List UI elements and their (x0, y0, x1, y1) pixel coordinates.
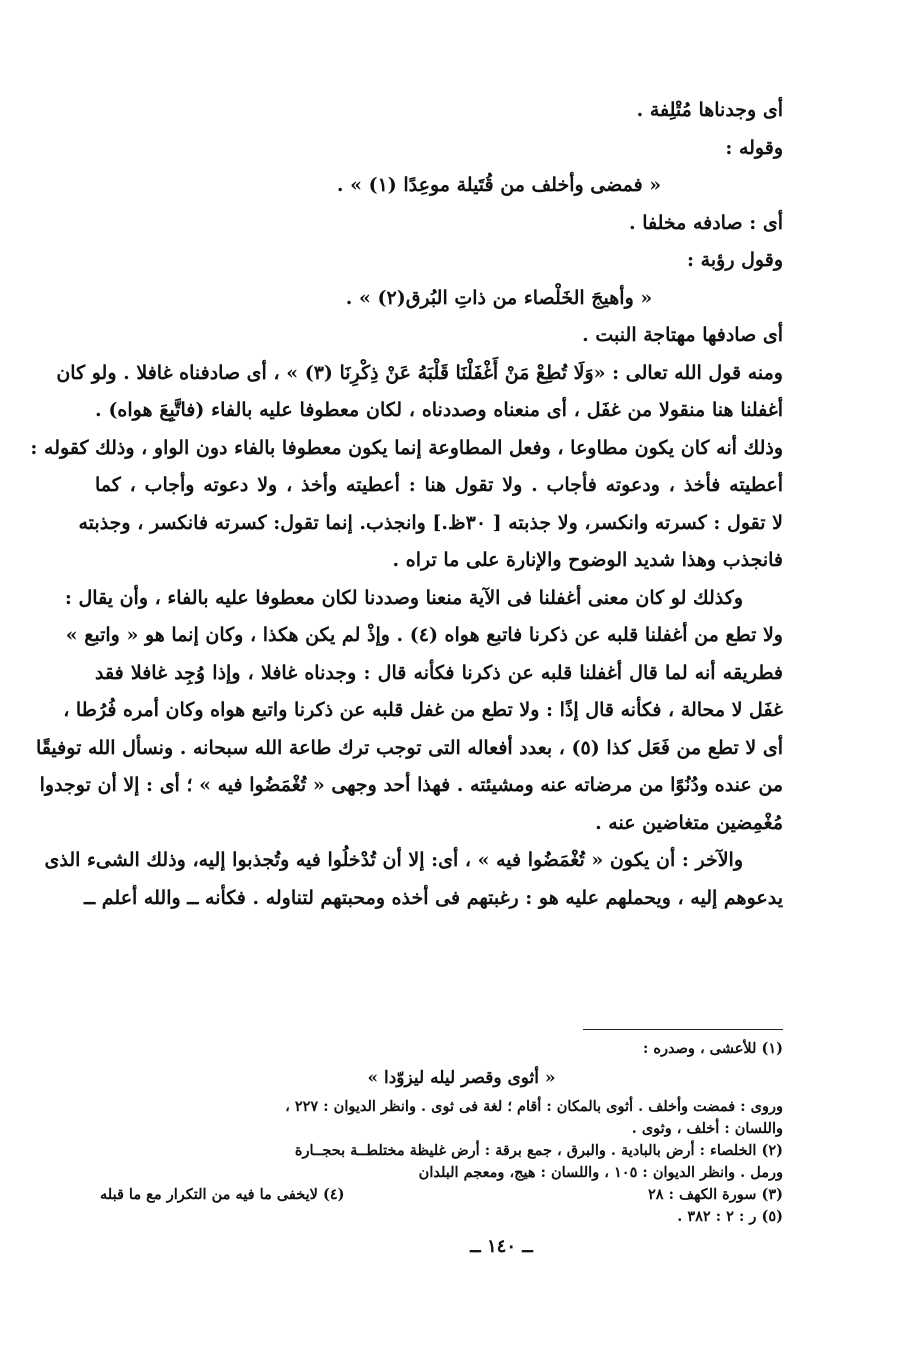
text-line: أغفلنا هنا منقولا من غفَل ، أى منعناه وصددناه ، لكان معطوفا عليه بالفاء (فاتَّبِعَ هواه) . (95, 399, 783, 421)
footnote-row (100, 1184, 783, 1206)
footnote-divider (583, 1029, 783, 1030)
footnote-2: (٢) الخلصاء : أرض بالبادية . والبرق ، جمع برقة : أرض غليظة مختلطــة بحجــارة (294, 1142, 783, 1159)
main-text (30, 92, 783, 917)
text-line: أى : صادفه مخلفا . (628, 211, 783, 234)
text-line: فانجذب وهذا شديد الوضوح والإنارة على ما تراه . (392, 549, 783, 571)
verse-line: « فمضى وأخلف من قُتَيلة موعِدًا (١) » . (336, 174, 662, 196)
text-line: من عنده ودُنُوًا من مرضاته عنه ومشيئته . فهذا أحد وجهى « تُغْمَضُوا فيه » ؛ أى : إلا أن توجدوا (39, 774, 783, 796)
text-line: مُغْمِضين متغاضين عنه . (595, 811, 783, 834)
text-line: وقول رؤبة : (687, 249, 783, 271)
text-line: أى لا تطع من فَعَل كذا (٥) ، بعدد أفعاله التى توجب ترك طاعة الله سبحانه . ونسأل الله توفيقًا (36, 736, 783, 759)
footnote-4: (٤) لايخفى ما فيه من التكرار مع ما قبله (100, 1186, 345, 1203)
text-line: وكذلك لو كان معنى أغفلنا فى الآية منعنا وصددنا لكان معطوفا عليه بالفاء ، وأن يقال : (64, 586, 743, 609)
text-line: يدعوهم إليه ، ويحملهم عليه هو : رغبتهم فى أخذه ومحبتهم لتناوله . فكأنه ــ والله أعلم ــ (84, 886, 783, 909)
text-line: وقوله : (725, 136, 783, 159)
footnote-5: (٥) ر : ٢ : ٣٨٢ . (677, 1208, 783, 1225)
footnote-3: (٣) سورة الكهف : ٢٨ (647, 1186, 783, 1203)
verse-line: « وأهيجَ الخَلْصاء من ذاتِ البُرق(٢) » . (345, 286, 653, 309)
text-line: والآخر : أن يكون « تُغْمَضُوا فيه » ، أى: إلا أن تُدْخلُوا فيه وتُجذبوا إليه، وذلك الشىء الذى (44, 849, 743, 871)
footnote-1-verse: « أثوى وقصر ليله ليزوّدا » (367, 1068, 556, 1088)
footnote-1-text: وروى : فمضت وأخلف . أثوى بالمكان : أقام ؛ لغة فى ثوى . وانظر الديوان : ٢٢٧ ، (285, 1098, 783, 1115)
footnote-1-intro: (١) للأعشى ، وصدره : (642, 1040, 783, 1057)
text-line: أى وجدناها مُتْلِفة . (636, 99, 783, 121)
text-line: وذلك أنه كان يكون مطاوعا ، وفعل المطاوعة إنما يكون معطوفا بالفاء دون الواو ، وذلك كقوله : (30, 436, 783, 459)
text-line: أعطيته فأخذ ، ودعوته فأجاب . ولا تقول هنا : أعطيته وأخذ ، ولا دعوته وأجاب ، كما (95, 474, 783, 496)
footnote-1-text: واللسان : أخلف ، وثوى . (631, 1120, 783, 1137)
text-line: ولا تطع من أغفلنا قلبه عن ذكرنا فاتبع هواه (٤) . وإذْ لم يكن هكذا ، وكان إنما هو « واتبع » (65, 624, 783, 646)
text-line: أى صادفها مهتاجة النبت . (582, 324, 783, 346)
footnote-2: ورمل . وانظر الديوان : ١٠٥ ، واللسان : هيج، ومعجم البلدان (418, 1164, 783, 1181)
text-line: ومنه قول الله تعالى : «وَلَا تُطِعْ مَنْ أَغْفَلْنَا قَلْبَهُ عَنْ ذِكْرِنَا (٣) » ، أى صادفناه غافلا . ولو كان (56, 361, 783, 384)
text-line: لا تقول : كسرته وانكسر، ولا جذبته [ ٣٠ظ.] وانجذب. إنما تقول: كسرته فانكسر ، وجذبته (78, 511, 783, 534)
text-line: غفَل لا محالة ، فكأنه قال إذًا : ولا تطع من غفل قلبه عن ذكرنا واتبع هواه وكان أمره فُرُطا ، (63, 699, 783, 721)
page-number: ــ ١٤٠ ــ (470, 1236, 533, 1257)
footnotes (100, 1038, 783, 1228)
text-line: فطريقه أنه لما قال أغفلنا قلبه عن ذكرنا فكأنه قال : وجدناه غافلا ، وإذا وُجِد غافلا فقد (95, 661, 783, 684)
